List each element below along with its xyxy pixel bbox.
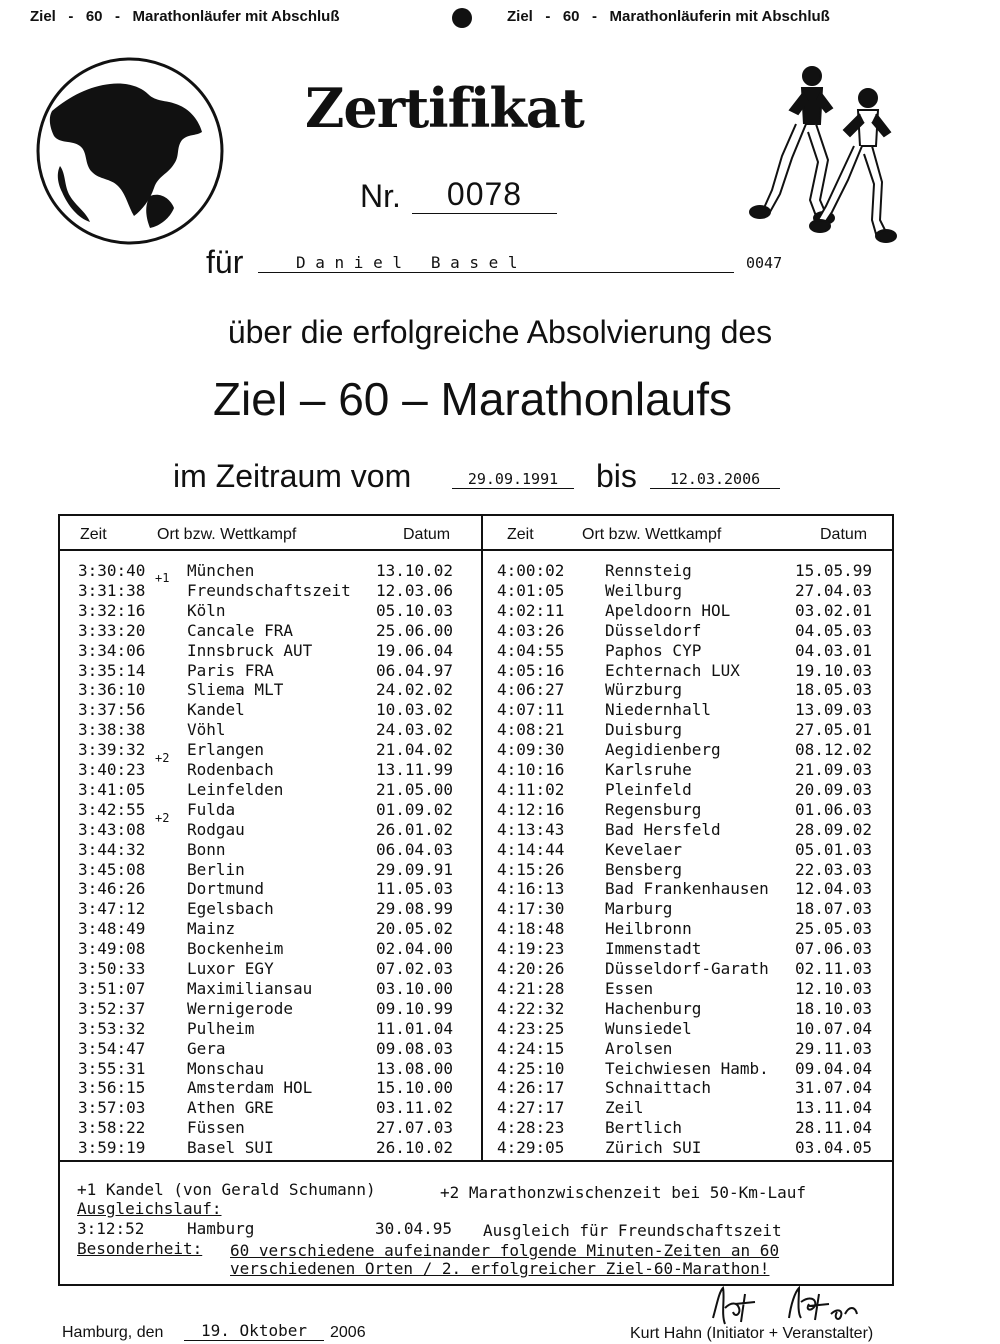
cell-place: Niedernhall: [605, 700, 711, 720]
cell-date: 18.05.03: [795, 680, 873, 700]
cell-date: 04.05.03: [795, 620, 873, 640]
cell-place: Freundschaftszeit: [187, 580, 351, 600]
cell-date: 10.03.02: [376, 700, 454, 720]
cell-date: 13.09.03: [795, 700, 873, 720]
cell-date: 06.04.03: [376, 839, 454, 859]
cell-time: 3:44:32: [78, 839, 146, 859]
cell-time: 4:23:25: [497, 1018, 565, 1038]
cell-place: Düsseldorf: [605, 620, 702, 640]
cell-date: 11.01.04: [376, 1018, 454, 1038]
cell-date: 07.06.03: [795, 939, 873, 959]
cell-place: Vöhl: [187, 720, 226, 740]
ausgleich-note: Ausgleich für Freundschaftszeit: [483, 1221, 782, 1240]
cell-date: 31.07.04: [795, 1078, 873, 1098]
cell-time: 4:29:05: [497, 1138, 565, 1158]
cell-time: 4:04:55: [497, 640, 565, 660]
cell-place: Bad Hersfeld: [605, 819, 721, 839]
subtitle-line: über die erfolgreiche Absolvierung des: [227, 314, 773, 350]
cell-date: 20.05.02: [376, 919, 454, 939]
cell-date: 29.09.91: [376, 859, 454, 879]
ausgleich-place: Hamburg: [187, 1219, 255, 1238]
cell-time: 4:19:23: [497, 939, 565, 959]
col-header-place-left: Ort bzw. Wettkampf: [157, 526, 297, 543]
cell-place: Paris FRA: [187, 660, 274, 680]
cell-time: 4:00:02: [497, 561, 565, 580]
cell-place: Würzburg: [605, 680, 683, 700]
cell-date: 13.10.02: [376, 561, 454, 580]
cell-place: Kevelaer: [605, 839, 683, 859]
cell-time: 3:38:38: [78, 720, 146, 740]
cell-place: Arolsen: [605, 1038, 673, 1058]
cell-time: 4:08:21: [497, 720, 565, 740]
period-label: im Zeitraum vom: [173, 458, 412, 494]
cell-place: Dortmund: [187, 879, 265, 899]
certificate-number: 0078: [412, 176, 557, 214]
cell-place: Egelsbach: [187, 899, 274, 919]
cell-date: 18.07.03: [795, 899, 873, 919]
cell-place: Berlin: [187, 859, 245, 879]
cell-date: 13.11.04: [795, 1098, 873, 1118]
cell-place: Kandel: [187, 700, 245, 720]
besonderheit-label: Besonderheit:: [77, 1239, 203, 1258]
cell-date: 27.07.03: [376, 1118, 454, 1138]
cell-place: Gera: [187, 1038, 226, 1058]
cell-place: München: [187, 561, 255, 580]
cell-time: 3:50:33: [78, 959, 146, 978]
cell-time: 3:30:40: [78, 561, 146, 580]
cell-time: 3:35:14: [78, 660, 146, 680]
cell-date: 20.09.03: [795, 779, 873, 799]
cell-time: 4:24:15: [497, 1038, 565, 1058]
signature-icon: [705, 1284, 865, 1328]
cell-time: 4:21:28: [497, 978, 565, 998]
cell-place: Innsbruck AUT: [187, 640, 313, 660]
cell-date: 02.11.03: [795, 959, 873, 978]
cell-time: 4:15:26: [497, 859, 565, 879]
cell-place: Leinfelden: [187, 779, 284, 799]
signoff-date: 19. Oktober: [184, 1321, 324, 1341]
column-divider: [481, 516, 483, 1160]
cell-place: Zürich SUI: [605, 1138, 702, 1158]
cell-time: 3:37:56: [78, 700, 146, 720]
cell-place: Apeldoorn HOL: [605, 600, 731, 620]
cell-date: 19.10.03: [795, 660, 873, 680]
cell-date: 08.12.02: [795, 740, 873, 760]
cell-place: Maximiliansau: [187, 978, 313, 998]
cell-time: 4:20:26: [497, 959, 565, 978]
cell-date: 28.11.04: [795, 1118, 873, 1138]
cell-time: 3:55:31: [78, 1058, 146, 1078]
certificate-title: Zertifikat: [305, 76, 584, 140]
cell-place: Echternach LUX: [605, 660, 740, 680]
col-header-date-right: Datum: [820, 526, 868, 543]
cell-time: 4:26:17: [497, 1078, 565, 1098]
ausgleich-label: Ausgleichslauf:: [77, 1199, 222, 1218]
cell-place: Sliema MLT: [187, 680, 284, 700]
cell-place: Köln: [187, 600, 226, 620]
period-from: 29.09.1991: [452, 470, 574, 489]
cell-time: 4:14:44: [497, 839, 565, 859]
cell-time: 4:16:13: [497, 879, 565, 899]
cell-place: Essen: [605, 978, 654, 998]
cell-date: 26.10.02: [376, 1138, 454, 1158]
cell-date: 26.01.02: [376, 819, 454, 839]
cell-time: 4:28:23: [497, 1118, 565, 1138]
cell-time: 3:57:03: [78, 1098, 146, 1118]
cell-time: 3:46:26: [78, 879, 146, 899]
cell-time: 3:54:47: [78, 1038, 146, 1058]
globe-icon: [30, 56, 230, 246]
col-header-place-right: Ort bzw. Wettkampf: [582, 526, 722, 543]
cell-date: 24.03.02: [376, 720, 454, 740]
cell-place: Füssen: [187, 1118, 245, 1138]
cell-place: Bockenheim: [187, 939, 284, 959]
recipient-code: 0047: [746, 254, 783, 272]
cell-time: 4:07:11: [497, 700, 565, 720]
cell-place: Immenstadt: [605, 939, 702, 959]
cell-time: 4:22:32: [497, 998, 565, 1018]
cell-time: 3:41:05: [78, 779, 146, 799]
signoff-year: 2006: [330, 1324, 366, 1341]
cell-time: 3:45:08: [78, 859, 146, 879]
cell-date: 05.10.03: [376, 600, 454, 620]
cell-time: 3:31:38: [78, 580, 146, 600]
cell-date: 21.05.00: [376, 779, 454, 799]
cell-place: Athen GRE: [187, 1098, 274, 1118]
event-name: Ziel – 60 – Marathonlaufs: [212, 373, 733, 425]
cell-place: Fulda: [187, 799, 236, 819]
cell-place: Weilburg: [605, 580, 683, 600]
header-divider: [60, 549, 892, 551]
marker-plus-2a: +2: [155, 751, 170, 765]
cell-date: 09.10.99: [376, 998, 454, 1018]
period-to-label: bis: [596, 458, 637, 494]
cell-place: Bertlich: [605, 1118, 683, 1138]
cell-time: 4:10:16: [497, 760, 565, 779]
cell-place: Rodgau: [187, 819, 245, 839]
cell-date: 15.10.00: [376, 1078, 454, 1098]
cell-time: 3:36:10: [78, 680, 146, 700]
footnote-1: +1 Kandel (von Gerald Schumann): [77, 1180, 376, 1199]
cell-place: Paphos CYP: [605, 640, 702, 660]
cell-time: 4:06:27: [497, 680, 565, 700]
cell-date: 21.04.02: [376, 740, 454, 760]
cell-date: 12.10.03: [795, 978, 873, 998]
cell-place: Düsseldorf-Garath: [605, 959, 769, 978]
number-label: Nr.: [360, 178, 401, 214]
cell-place: Regensburg: [605, 799, 702, 819]
cell-date: 18.10.03: [795, 998, 873, 1018]
cell-time: 4:02:11: [497, 600, 565, 620]
col-header-time-left: Zeit: [80, 526, 107, 543]
cell-time: 3:53:32: [78, 1018, 146, 1038]
cell-place: Schnaittach: [605, 1078, 711, 1098]
cell-time: 3:51:07: [78, 978, 146, 998]
cell-date: 29.08.99: [376, 899, 454, 919]
cell-time: 3:59:19: [78, 1138, 146, 1158]
cell-place: Hachenburg: [605, 998, 702, 1018]
cell-date: 27.05.01: [795, 720, 873, 740]
col-header-time-right: Zeit: [507, 526, 534, 543]
ausgleich-time: 3:12:52: [77, 1219, 145, 1238]
cell-date: 21.09.03: [795, 760, 873, 779]
cell-time: 4:05:16: [497, 660, 565, 680]
cell-time: 4:18:48: [497, 919, 565, 939]
cell-place: Luxor EGY: [187, 959, 274, 978]
ausgleich-date: 30.04.95: [375, 1219, 453, 1238]
results-table: [58, 514, 894, 1286]
cell-place: Monschau: [187, 1058, 265, 1078]
cell-place: Rennsteig: [605, 561, 692, 580]
cell-date: 19.06.04: [376, 640, 454, 660]
cell-time: 3:42:55: [78, 799, 146, 819]
bullet-dot: [452, 8, 472, 28]
cell-date: 07.02.03: [376, 959, 454, 978]
cell-place: Amsterdam HOL: [187, 1078, 313, 1098]
cell-date: 01.06.03: [795, 799, 873, 819]
cell-date: 13.08.00: [376, 1058, 454, 1078]
cell-date: 25.05.03: [795, 919, 873, 939]
cell-place: Bonn: [187, 839, 226, 859]
cell-place: Bensberg: [605, 859, 683, 879]
cell-date: 29.11.03: [795, 1038, 873, 1058]
col-header-date-left: Datum: [403, 526, 451, 543]
cell-place: Heilbronn: [605, 919, 692, 939]
cell-place: Duisburg: [605, 720, 683, 740]
cell-time: 3:32:16: [78, 600, 146, 620]
cell-time: 3:52:37: [78, 998, 146, 1018]
cell-time: 4:27:17: [497, 1098, 565, 1118]
recipient-name: D a n i e l B a s e l: [258, 253, 734, 273]
cell-date: 04.03.01: [795, 640, 873, 660]
marker-plus-1: +1: [155, 571, 170, 585]
cell-time: 3:47:12: [78, 899, 146, 919]
besonderheit-text-2: verschiedenen Orten / 2. erfolgreicher Ziel-60-Marathon!: [230, 1259, 770, 1278]
footnote-2: +2 Marathonzwischenzeit bei 50-Km-Lauf: [440, 1183, 807, 1202]
cell-time: 3:39:32: [78, 740, 146, 760]
cell-place: Erlangen: [187, 740, 265, 760]
cell-time: 3:49:08: [78, 939, 146, 959]
cell-date: 15.05.99: [795, 561, 873, 580]
cell-date: 12.03.06: [376, 580, 454, 600]
cell-date: 03.11.02: [376, 1098, 454, 1118]
cell-time: 4:17:30: [497, 899, 565, 919]
cell-date: 10.07.04: [795, 1018, 873, 1038]
cell-date: 27.04.03: [795, 580, 873, 600]
banner-right: Ziel - 60 - Marathonläuferin mit Abschluß: [507, 8, 830, 25]
runners-icon: [740, 62, 900, 244]
marker-plus-2b: +2: [155, 811, 170, 825]
cell-time: 3:33:20: [78, 620, 146, 640]
cell-date: 09.04.04: [795, 1058, 873, 1078]
cell-place: Rodenbach: [187, 760, 274, 779]
cell-place: Wernigerode: [187, 998, 293, 1018]
cell-date: 25.06.00: [376, 620, 454, 640]
cell-time: 3:43:08: [78, 819, 146, 839]
cell-time: 3:56:15: [78, 1078, 146, 1098]
signoff-place: Hamburg, den: [62, 1324, 164, 1341]
banner-left: Ziel - 60 - Marathonläufer mit Abschluß: [30, 8, 340, 25]
recipient-label: für: [206, 244, 244, 280]
footer-divider: [60, 1160, 892, 1162]
cell-time: 4:09:30: [497, 740, 565, 760]
cell-date: 03.04.05: [795, 1138, 873, 1158]
besonderheit-text-1: 60 verschiedene aufeinander folgende Minuten-Zeiten an 60: [230, 1241, 780, 1260]
cell-time: 4:12:16: [497, 799, 565, 819]
period-to: 12.03.2006: [650, 470, 780, 489]
cell-time: 3:58:22: [78, 1118, 146, 1138]
cell-date: 11.05.03: [376, 879, 454, 899]
cell-time: 3:34:06: [78, 640, 146, 660]
cell-date: 13.11.99: [376, 760, 454, 779]
cell-date: 06.04.97: [376, 660, 454, 680]
cell-time: 4:03:26: [497, 620, 565, 640]
cell-place: Cancale FRA: [187, 620, 293, 640]
cell-place: Pulheim: [187, 1018, 255, 1038]
cell-time: 3:40:23: [78, 760, 146, 779]
cell-place: Bad Frankenhausen: [605, 879, 769, 899]
cell-place: Wunsiedel: [605, 1018, 692, 1038]
cell-date: 03.02.01: [795, 600, 873, 620]
signer-name: Kurt Hahn (Initiator + Veranstalter): [630, 1325, 874, 1342]
cell-date: 01.09.02: [376, 799, 454, 819]
cell-date: 03.10.00: [376, 978, 454, 998]
cell-place: Aegidienberg: [605, 740, 721, 760]
cell-date: 24.02.02: [376, 680, 454, 700]
cell-time: 4:11:02: [497, 779, 565, 799]
cell-place: Basel SUI: [187, 1138, 274, 1158]
cell-place: Karlsruhe: [605, 760, 692, 779]
cell-date: 02.04.00: [376, 939, 454, 959]
cell-date: 22.03.03: [795, 859, 873, 879]
cell-place: Marburg: [605, 899, 673, 919]
cell-date: 12.04.03: [795, 879, 873, 899]
cell-date: 09.08.03: [376, 1038, 454, 1058]
cell-time: 4:13:43: [497, 819, 565, 839]
cell-time: 3:48:49: [78, 919, 146, 939]
cell-time: 4:01:05: [497, 580, 565, 600]
cell-time: 4:25:10: [497, 1058, 565, 1078]
cell-place: Mainz: [187, 919, 236, 939]
cell-place: Zeil: [605, 1098, 644, 1118]
cell-place: Pleinfeld: [605, 779, 692, 799]
cell-date: 05.01.03: [795, 839, 873, 859]
cell-place: Teichwiesen Hamb.: [605, 1058, 769, 1078]
cell-date: 28.09.02: [795, 819, 873, 839]
